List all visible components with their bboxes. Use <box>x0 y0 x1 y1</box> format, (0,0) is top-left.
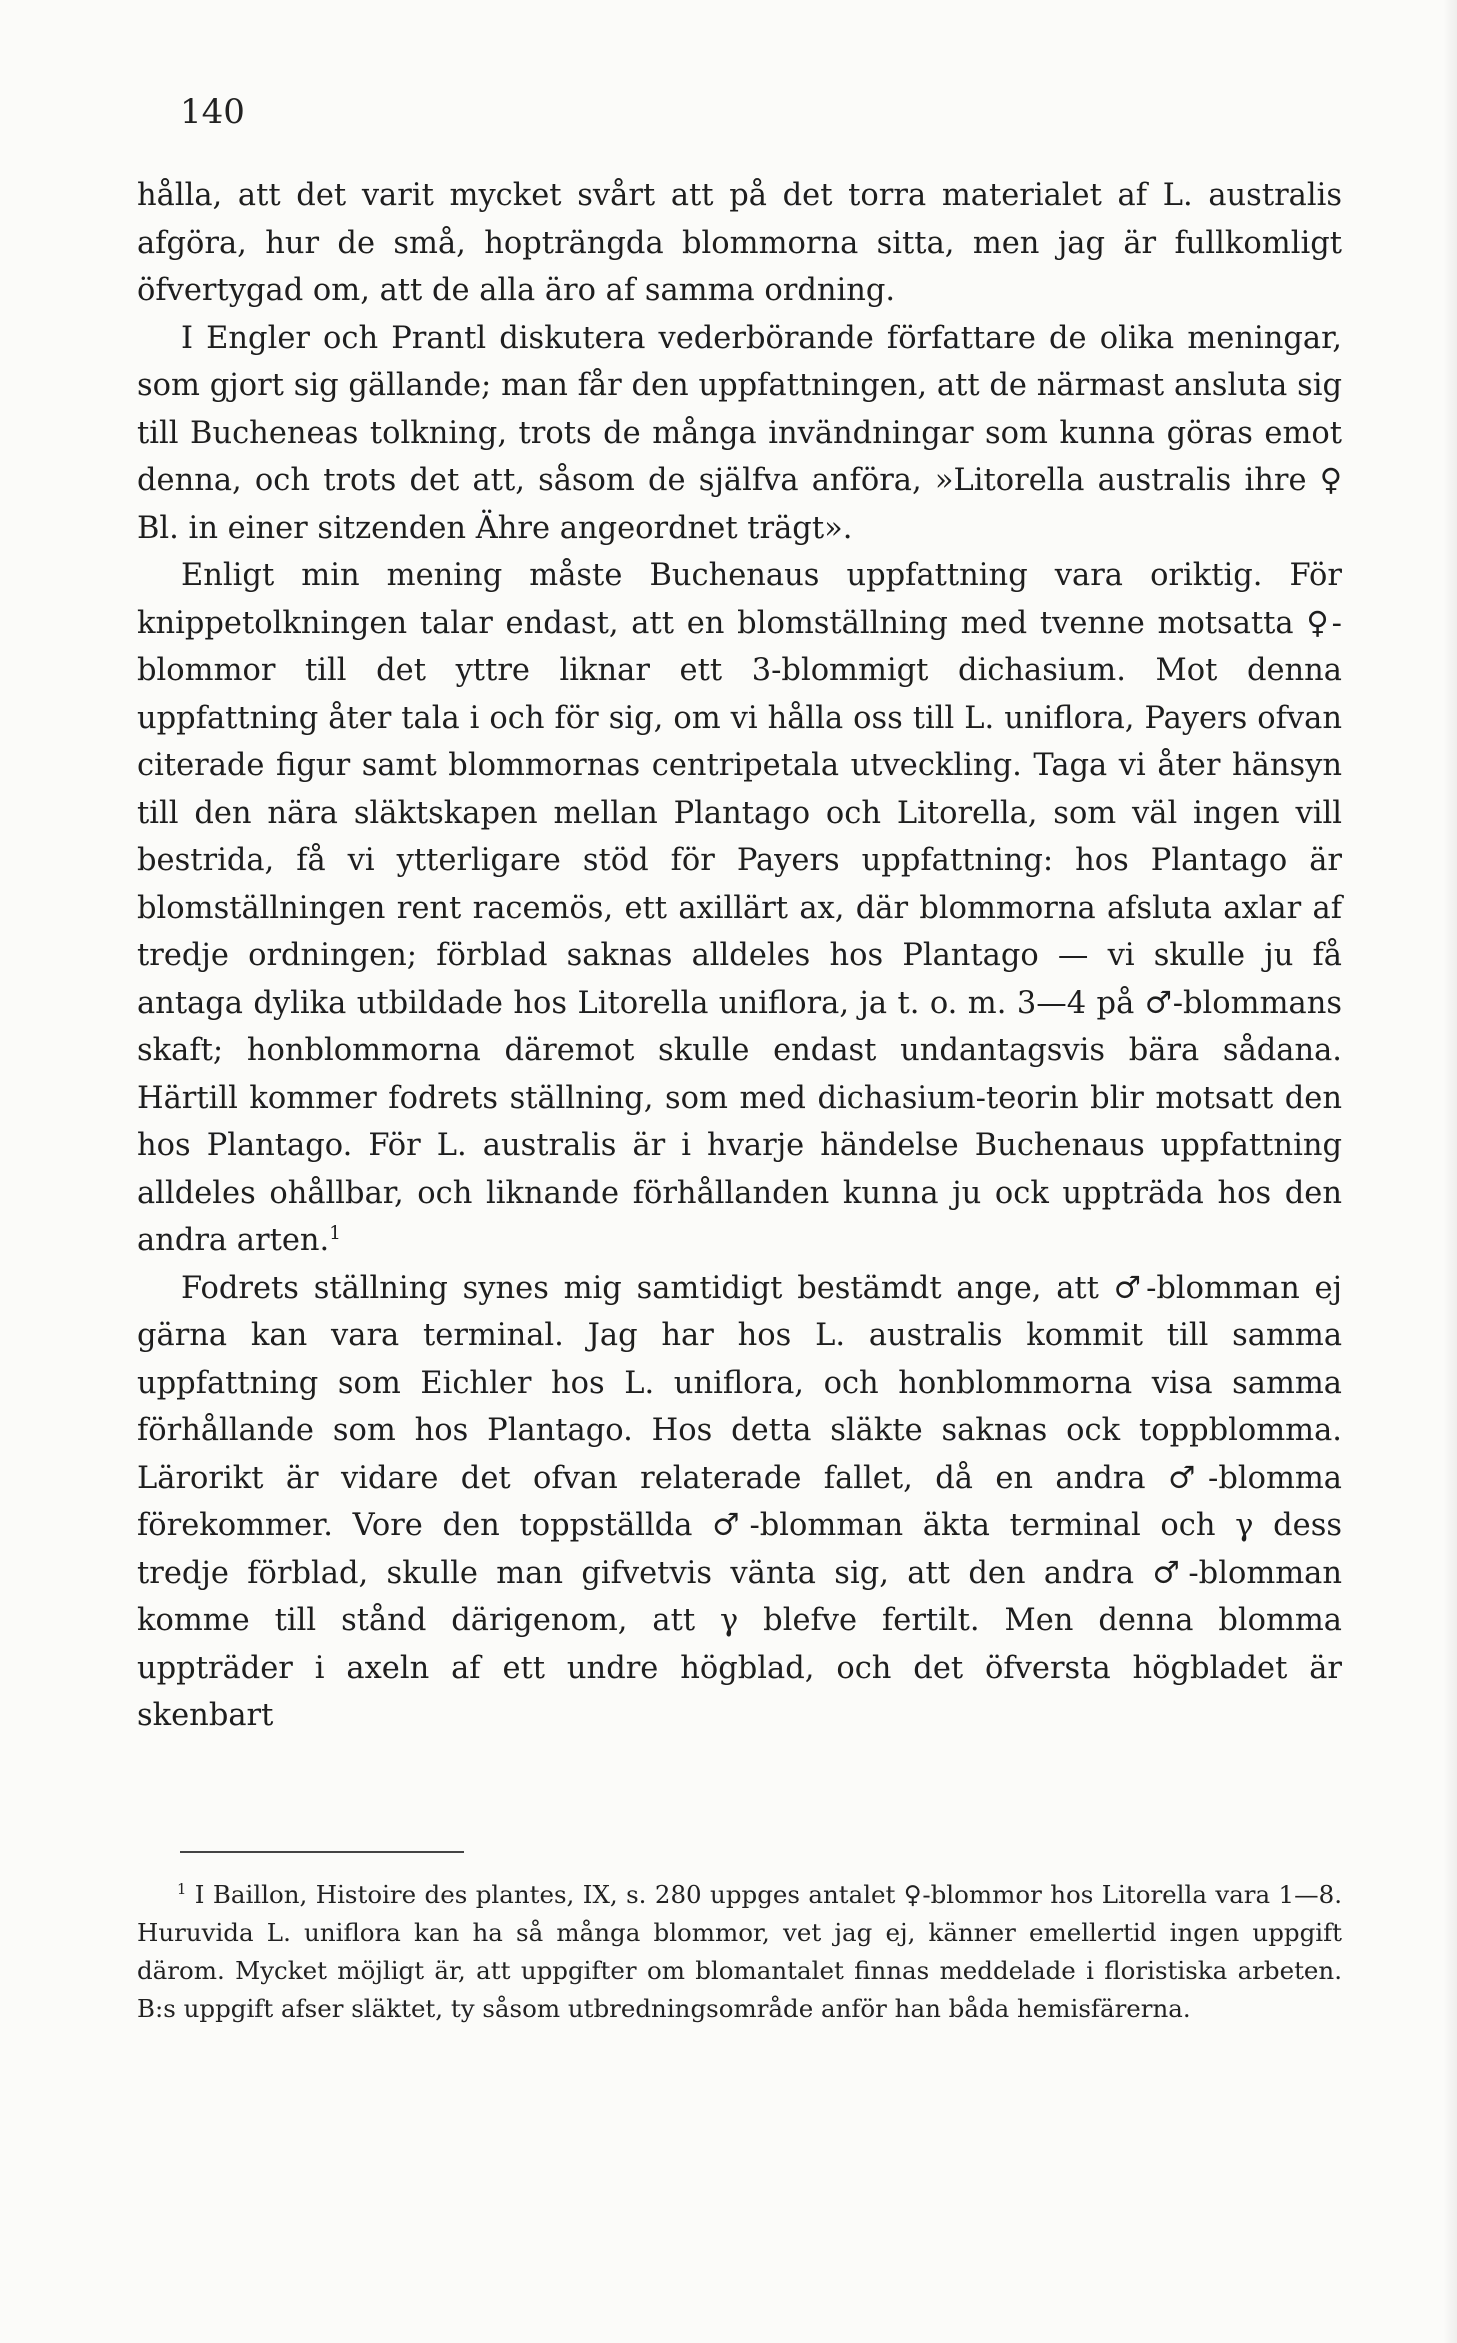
paragraph-text: Enligt min mening måste Buchenaus uppfattning vara oriktig. För knippetolkningen talar endast, att en blomställning med tvenne motsatta ♀-blommor till det yttre liknar ett 3-blommigt dichasium. Mot denna uppfattning åter tala i och för sig, om vi hålla oss till L. uniflora, Payers ofvan citerade figur samt blommornas centripetala utveckling. Taga vi åter hänsyn till den nära släktskapen mellan Plantago och Litorella, som väl ingen vill bestrida, få vi ytterligare stöd för Payers uppfattning: hos Plantago är blomställningen rent racemös, ett axillärt ax, där blommorna afsluta axlar af tredje ordningen; förblad saknas alldeles hos Plantago — vi skulle ju få antaga dylika utbildade hos Litorella uniflora, ja t. o. m. 3—4 på ♂-blommans skaft; honblommorna däremot skulle endast undantagsvis bära sådana. Härtill kommer fodrets ställning, som med dichasium-teorin blir motsatt den hos Plantago. För L. australis är i hvarje händelse Buchenaus uppfattning alldeles ohållbar, och liknande förhållanden kunna ju ock uppträda hos den andra arten. <box>137 558 1342 1258</box>
paragraph: Fodrets ställning synes mig samtidigt bestämdt ange, att ♂-blomman ej gärna kan vara terminal. Jag har hos L. australis kommit till samma uppfattning som Eichler hos L. uniflora, och honblommorna visa samma förhållande som hos Plantago. Hos detta släkte saknas ock toppblomma. Lärorikt är vidare det ofvan relaterade fallet, då en andra ♂-blomma förekommer. Vore den toppställda ♂-blomman äkta terminal och γ dess tredje förblad, skulle man gifvetvis vänta sig, att den andra ♂-blomman komme till stånd därigenom, att γ blefve fertilt. Men denna blomma uppträder i axeln af ett undre högblad, och det öfversta högbladet är skenbart <box>137 1270 1342 1733</box>
footnote-reference: 1 <box>329 1222 341 1244</box>
paragraph: I Engler och Prantl diskutera vederbörande författare de olika meningar, som gjort sig gällande; man får den uppfattningen, att de närmast ansluta sig till Bucheneas tolkning, trots de många invändningar som kunna göras emot denna, och trots det att, såsom de själfva anföra, »Litorella australis ihre ♀ Bl. in einer sitzenden Ähre angeordnet trägt». <box>137 320 1342 546</box>
footnote-marker: 1 <box>177 1880 187 1898</box>
footnote-text: I Baillon, Histoire des plantes, IX, s. 280 uppges antalet ♀-blommor hos Litorella vara 1—8. Huruvida L. uniflora kan ha så många blommor, vet jag ej, känner emellertid ingen uppgift därom. Mycket möjligt är, att uppgifter om blomantalet finnas meddelade i floristiska arbeten. B:s uppgift afser släktet, ty såsom utbredningsområde anför han båda hemisfärerna. <box>137 1880 1342 2023</box>
footnote <box>137 1876 1342 2028</box>
paragraph: hålla, att det varit mycket svårt att på det torra materialet af L. australis afgöra, hur de små, hopträngda blommorna sitta, men jag är fullkomligt öfvertygad om, att de alla äro af samma ordning. <box>137 178 1342 308</box>
body-text <box>137 172 1342 1740</box>
footnote-separator <box>180 1851 464 1853</box>
paragraph-with-footnote <box>137 552 1342 1265</box>
page-number: 140 <box>180 92 245 132</box>
page-edge-shadow <box>1443 0 1457 2343</box>
